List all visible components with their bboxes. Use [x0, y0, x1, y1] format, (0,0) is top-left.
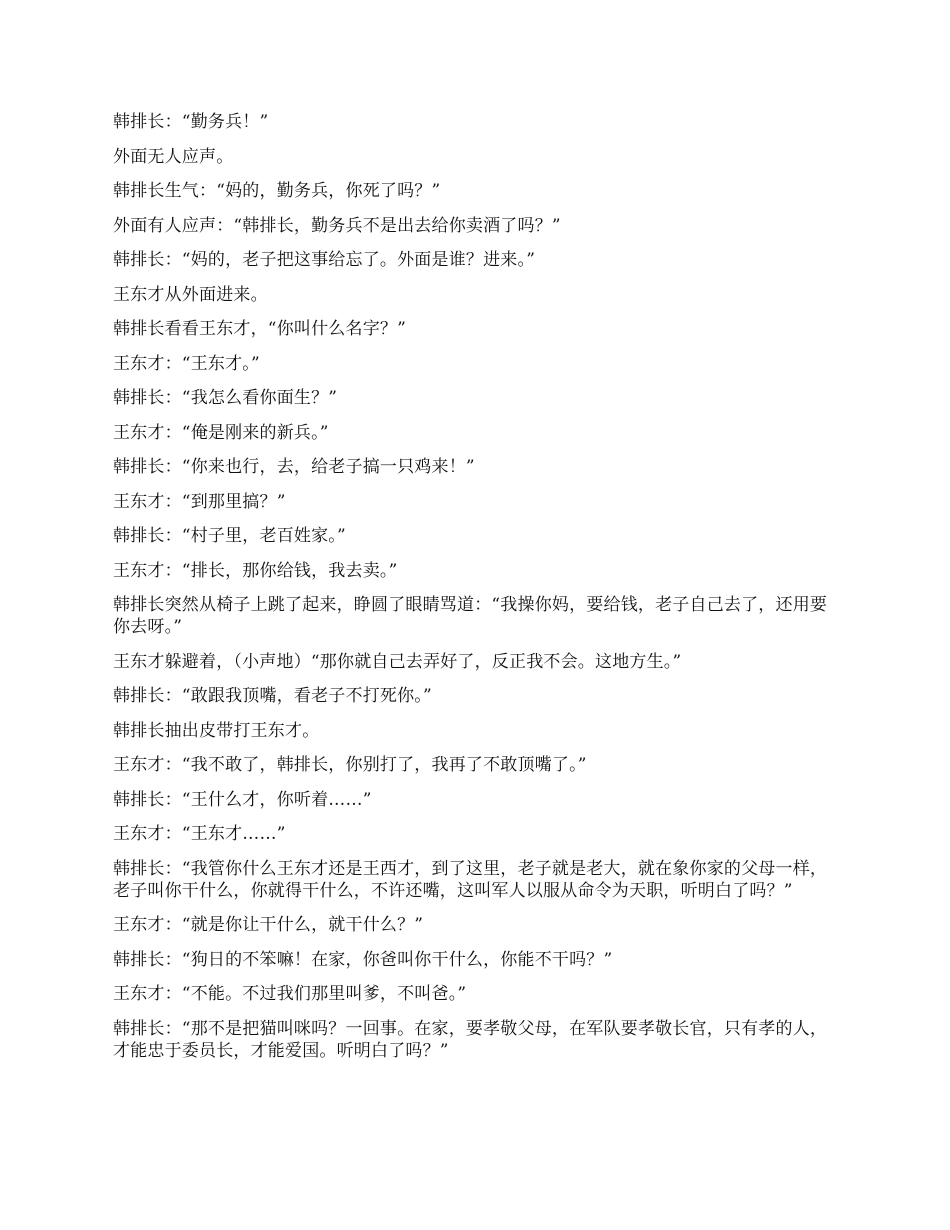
paragraph: 韩排长：“那不是把猫叫咪吗？一回事。在家，要孝敬父母，在军队要孝敬长官，只有孝的人，才能忠于委员长，才能爱国。听明白了吗？”: [113, 1018, 828, 1061]
paragraph: 韩排长：“我怎么看你面生？”: [113, 388, 338, 408]
paragraph: 韩排长：“村子里，老百姓家。”: [113, 526, 346, 546]
paragraph: 韩排长：“王什么才，你听着……”: [113, 789, 372, 810]
paragraph: 韩排长：“妈的，老子把这事给忘了。外面是谁？进来。”: [113, 250, 536, 270]
paragraph: 韩排长：“你来也行，去，给老子搞一只鸡来！”: [113, 457, 475, 477]
paragraph: 韩排长：“狗日的不笨嘛！在家，你爸叫你干什么，你能不干吗？”: [113, 949, 613, 970]
paragraph: 王东才：“俺是刚来的新兵。”: [113, 422, 329, 443]
paragraph: 王东才躲避着，（小声地）“那你就自己去弄好了，反正我不会。这地方生。”: [113, 651, 682, 672]
paragraph: 韩排长：“勤务兵！”: [113, 112, 269, 132]
paragraph: 王东才：“王东才……”: [113, 824, 286, 844]
document-body: [113, 111, 838, 1074]
paragraph: 韩排长：“敢跟我顶嘴，看老子不打死你。”: [113, 686, 432, 706]
paragraph: 王东才：“就是你让干什么，就干什么？”: [113, 915, 424, 935]
paragraph: 韩排长抽出皮带打王东才。: [113, 720, 320, 741]
paragraph: 王东才：“不能。不过我们那里叫爹，不叫爸。”: [113, 984, 467, 1004]
paragraph: 韩排长看看王东才，“你叫什么名字？”: [113, 319, 406, 339]
paragraph: 王东才：“排长，那你给钱，我去卖。”: [113, 560, 398, 581]
paragraph: 韩排长生气：“妈的，勤务兵，你死了吗？”: [113, 181, 441, 201]
paragraph: 王东才：“到那里搞？”: [113, 491, 286, 512]
paragraph: 韩排长：“我管你什么王东才还是王西才，到了这里，老子就是老大，就在象你家的父母一样，老子叫你干什么，你就得干什么，不许还嘴，这叫军人以服从命令为天职，听明白了吗？”: [113, 858, 828, 901]
paragraph: 韩排长突然从椅子上跳了起来，睁圆了眼睛骂道：“我操你妈，要给钱，老子自己去了，还用要你去呀。”: [113, 595, 828, 637]
paragraph: 王东才从外面进来。: [113, 284, 268, 305]
paragraph: 王东才：“王东才。”: [113, 353, 260, 374]
paragraph: 外面有人应声：“韩排长，勤务兵不是出去给你卖酒了吗？”: [113, 215, 561, 236]
paragraph: 外面无人应声。: [113, 146, 234, 167]
paragraph: 王东才：“我不敢了，韩排长，你别打了，我再了不敢顶嘴了。”: [113, 755, 587, 775]
